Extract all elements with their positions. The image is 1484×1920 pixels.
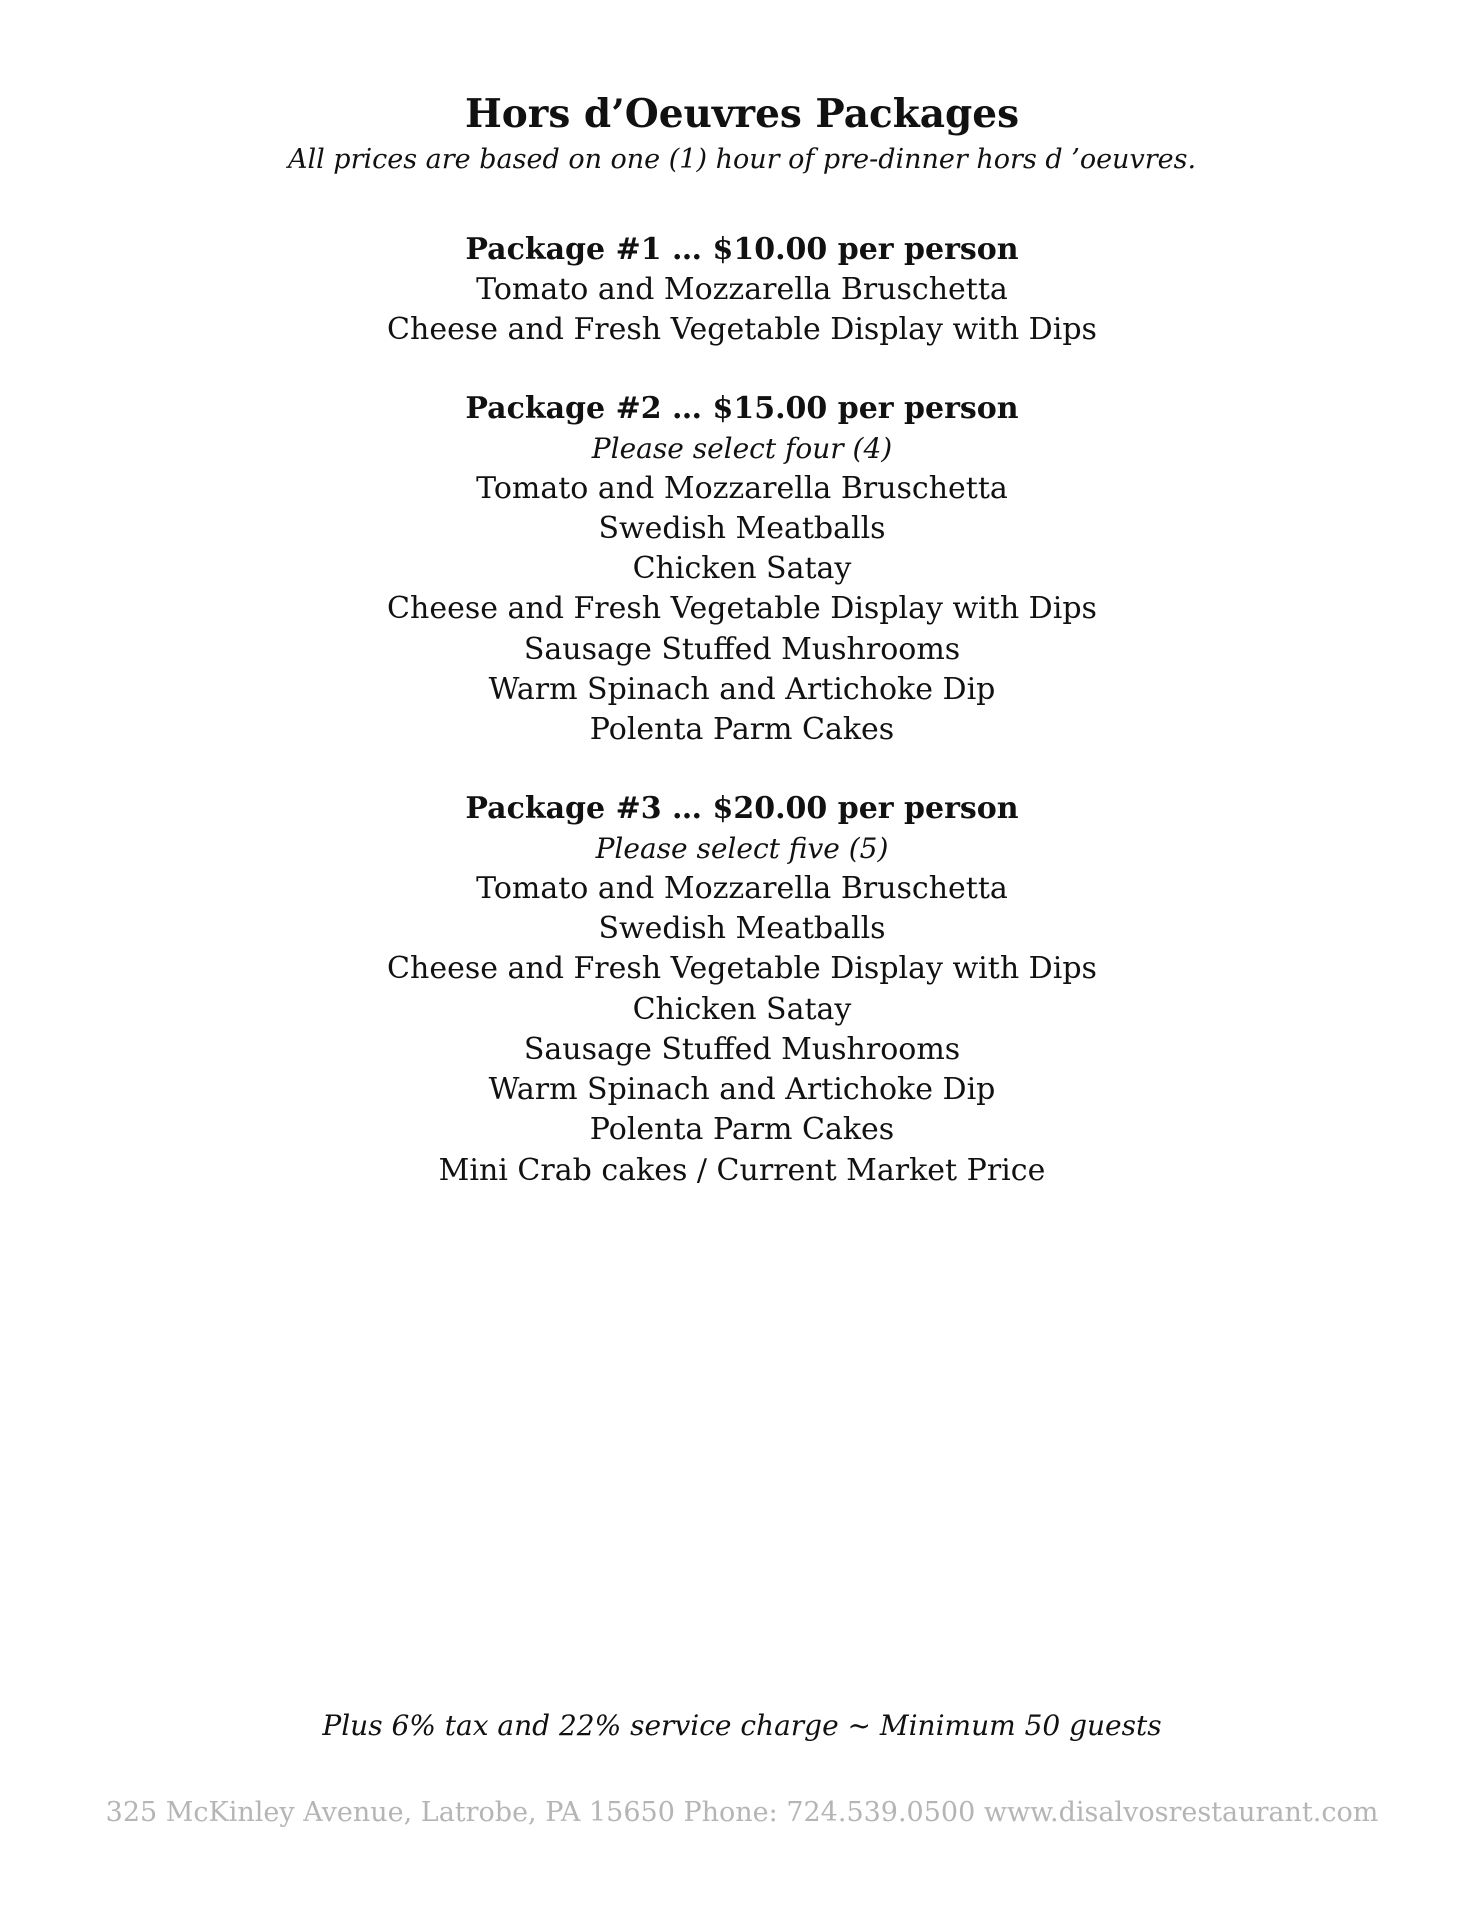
contact-info: 325 McKinley Avenue, Latrobe, PA 15650 Phone: 724.539.0500 www.disalvosrestaurant.com [105,1797,1379,1828]
page-subtitle: All prices are based on one (1) hour of pre-dinner hors d ’oeuvres. [287,144,1197,175]
package-3 [0,789,1484,1191]
menu-item: Warm Spinach and Artichoke Dip [488,672,996,708]
package-2 [0,389,1484,751]
menu-item: Swedish Meatballs [598,510,886,546]
packages-list [0,230,1484,1229]
menu-item: Sausage Stuffed Mushrooms [523,631,961,667]
menu-item: Sausage Stuffed Mushrooms [523,1031,961,1067]
page-title: Hors d’Oeuvres Packages [464,91,1020,137]
menu-item: Tomato and Mozzarella Bruschetta [476,470,1008,506]
menu-item: Warm Spinach and Artichoke Dip [488,1072,996,1108]
menu-item: Cheese and Fresh Vegetable Display with Dips [387,312,1097,348]
selection-note: Please select five (5) [595,831,889,865]
package-heading: Package #2 … $15.00 per person [465,390,1019,426]
menu-item: Swedish Meatballs [598,910,886,946]
package-heading: Package #1 … $10.00 per person [465,232,1019,267]
selection-note: Please select four (4) [591,431,893,465]
menu-item: Tomato and Mozzarella Bruschetta [476,272,1008,307]
pricing-note: Plus 6% tax and 22% service charge ~ Minimum 50 guests [322,1709,1162,1742]
menu-header [0,88,1484,180]
menu-item: Chicken Satay [632,551,852,587]
package-heading: Package #3 … $20.00 per person [465,790,1019,826]
menu-item: Polenta Parm Cakes [589,712,895,748]
menu-item: Cheese and Fresh Vegetable Display with Dips [387,591,1097,627]
menu-item: Tomato and Mozzarella Bruschetta [476,870,1008,906]
menu-item: Chicken Satay [632,991,852,1027]
menu-item: Polenta Parm Cakes [589,1112,895,1148]
menu-item: Mini Crab cakes / Current Market Price [438,1152,1046,1188]
menu-item: Cheese and Fresh Vegetable Display with Dips [387,951,1097,987]
package-1 [0,230,1484,351]
